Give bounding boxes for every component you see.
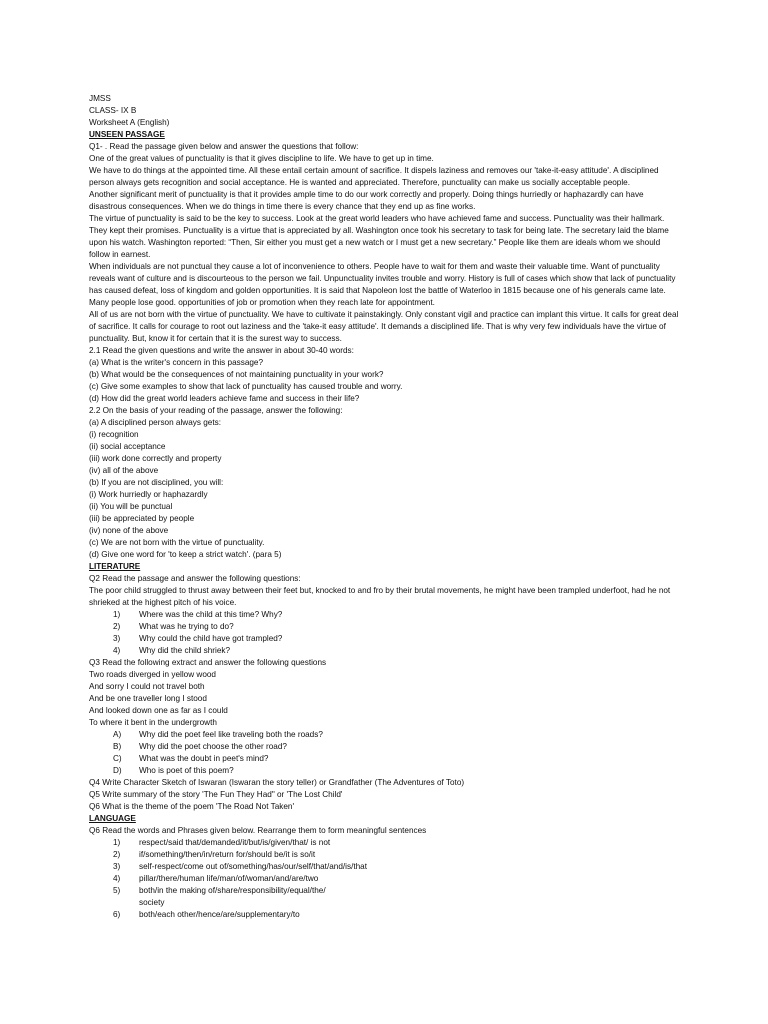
class-name: CLASS- IX B <box>89 106 137 115</box>
item-number: 6) <box>113 910 121 919</box>
section-heading-language: LANGUAGE <box>89 814 136 823</box>
item-number: C) <box>113 754 122 763</box>
question-item: (ii) You will be punctual <box>89 502 173 511</box>
question-6-theme: Q6 What is the theme of the poem 'The Road Not Taken' <box>89 802 295 811</box>
item-text: society <box>139 898 165 907</box>
question-1-intro: Q1- . Read the passage given below and answer the questions that follow: <box>89 142 359 151</box>
item-number: 3) <box>113 634 121 643</box>
poem-line: Two roads diverged in yellow wood <box>89 670 216 679</box>
question-item: (a) A disciplined person always gets: <box>89 418 221 427</box>
passage-paragraph: When individuals are not punctual they cause a lot of inconvenience to others. People have to wait for them and waste their valuable time. Want of punctuality reveals want of culture and is discourteous to the person we fail. Unpunctuality invites trouble and worry. History is full of cases which show that lack of punctuality has caused defeat, loss of kingdom and golden opportunities. It is said that Napoleon lost the battle of Waterloo in 1815 because one of his generals came late. Many people lose good. opportunities of job or promotion when they reach late for appointment. <box>89 262 676 307</box>
poem-line: And be one traveller long I stood <box>89 694 207 703</box>
passage-paragraph: Another significant merit of punctuality is that it provides ample time to do our work correctly and properly. Doing things hurriedly or haphazardly can have disastrous consequences. When we do things in time there is every chance that they end up as fine works. <box>89 190 644 211</box>
question-item <box>89 621 679 633</box>
question-item <box>89 645 679 657</box>
question-item <box>89 765 679 777</box>
question-2-passage: The poor child struggled to thrust away between their feet but, knocked to and fro by their brutal movements, he might have been trampled underfoot, had he not shrieked at the highest pitch of his voice. <box>89 586 671 607</box>
question-item: (c) Give some examples to show that lack of punctuality has caused trouble and worry. <box>89 382 403 391</box>
question-item <box>89 741 679 753</box>
rearrange-list <box>89 837 679 921</box>
question-2-2-intro: 2.2 On the basis of your reading of the passage, answer the following: <box>89 406 343 415</box>
item-number: 5) <box>113 886 121 895</box>
question-3-intro: Q3 Read the following extract and answer the following questions <box>89 658 327 667</box>
item-number: 1) <box>113 838 121 847</box>
poem-line: And looked down one as far as I could <box>89 706 228 715</box>
question-4: Q4 Write Character Sketch of Iswaran (Iswaran the story teller) or Grandfather (The Adventures of Toto) <box>89 778 465 787</box>
question-item: (i) Work hurriedly or haphazardly <box>89 490 208 499</box>
question-item: (b) If you are not disciplined, you will: <box>89 478 224 487</box>
question-item <box>89 729 679 741</box>
question-item: (iv) none of the above <box>89 526 169 535</box>
passage-paragraph: All of us are not born with the virtue of punctuality. We have to cultivate it painstakingly. Only constant vigil and practice can implant this virtue. It calls for great deal of sacrifice. It calls for courage to root out laziness and the 'take-it easy attitude'. It demands a disciplined life. That is why very few individuals have the virtue of punctuality. But, know it for certain that it is the surest way to success. <box>89 310 679 343</box>
item-text: Why did the poet feel like traveling both the roads? <box>139 730 323 739</box>
question-2-2-list <box>89 417 679 561</box>
school-name: JMSS <box>89 94 111 103</box>
question-item: (iii) be appreciated by people <box>89 514 195 523</box>
rearrange-item <box>89 909 679 921</box>
item-text: Why could the child have got trampled? <box>139 634 283 643</box>
question-item: (d) How did the great world leaders achieve fame and success in their life? <box>89 394 360 403</box>
item-number: D) <box>113 766 122 775</box>
question-2-1-list <box>89 357 679 405</box>
item-text: pillar/there/human life/man/of/woman/and/are/two <box>139 874 319 883</box>
passage-paragraph: We have to do things at the appointed time. All these entail certain amount of sacrifice. It dispels laziness and removes our 'take-it-easy attitude'. A disciplined person always gets recognition and social acceptance. He is wanted and appreciated. Therefore, punctuality can make us socially acceptable people. <box>89 166 659 187</box>
question-5: Q5 Write summary of the story 'The Fun They Had" or 'The Lost Child' <box>89 790 343 799</box>
item-number: 2) <box>113 850 121 859</box>
question-item: (ii) social acceptance <box>89 442 166 451</box>
question-item <box>89 633 679 645</box>
question-2-intro: Q2 Read the passage and answer the following questions: <box>89 574 301 583</box>
rearrange-item <box>89 873 679 885</box>
question-item: (c) We are not born with the virtue of punctuality. <box>89 538 265 547</box>
item-text: respect/said that/demanded/it/but/is/given/that/ is not <box>139 838 331 847</box>
item-number: 3) <box>113 862 121 871</box>
item-text: What was the doubt in peet's mind? <box>139 754 269 763</box>
item-number: A) <box>113 730 122 739</box>
rearrange-item <box>89 861 679 873</box>
item-text: Why did the child shriek? <box>139 646 231 655</box>
poem-line: And sorry I could not travel both <box>89 682 205 691</box>
rearrange-item <box>89 837 679 849</box>
question-item: (iv) all of the above <box>89 466 159 475</box>
item-number: B) <box>113 742 122 751</box>
item-text: Where was the child at this time? Why? <box>139 610 283 619</box>
item-number: 4) <box>113 646 121 655</box>
question-item: (i) recognition <box>89 430 139 439</box>
rearrange-item <box>89 897 679 909</box>
item-text: both/in the making of/share/responsibility/equal/the/ <box>139 886 326 895</box>
question-2-list <box>89 609 679 657</box>
worksheet-title: Worksheet A (English) <box>89 118 170 127</box>
item-text: Who is poet of this poem? <box>139 766 234 775</box>
worksheet-document <box>89 93 679 921</box>
question-2-1-intro: 2.1 Read the given questions and write the answer in about 30-40 words: <box>89 346 354 355</box>
question-item: (b) What would be the consequences of not maintaining punctuality in your work? <box>89 370 384 379</box>
rearrange-item <box>89 849 679 861</box>
section-heading-unseen-passage: UNSEEN PASSAGE <box>89 130 165 139</box>
question-item: (iii) work done correctly and property <box>89 454 222 463</box>
question-item: (a) What is the writer's concern in this passage? <box>89 358 264 367</box>
rearrange-item <box>89 885 679 897</box>
question-3-list <box>89 729 679 777</box>
item-number: 4) <box>113 874 121 883</box>
item-text: Why did the poet choose the other road? <box>139 742 287 751</box>
item-number: 1) <box>113 610 121 619</box>
passage-body <box>89 153 679 345</box>
question-item: (d) Give one word for 'to keep a strict watch'. (para 5) <box>89 550 282 559</box>
item-text: What was he trying to do? <box>139 622 234 631</box>
item-text: both/each other/hence/are/supplementary/to <box>139 910 300 919</box>
item-number <box>113 897 139 909</box>
item-text: if/something/then/in/return for/should be/it is so/it <box>139 850 316 859</box>
item-text: self-respect/come out of/something/has/our/self/that/and/is/that <box>139 862 368 871</box>
poem-line: To where it bent in the undergrowth <box>89 718 217 727</box>
passage-paragraph: The virtue of punctuality is said to be the key to success. Look at the great world leaders who have achieved fame and success. Punctuality was their hallmark. They kept their promises. Punctuality is a virtue that is appreciated by all. Washington once took his secretary to task for being late. The secretary laid the blame upon his watch. Washington reported: “Then, Sir either you must get a new watch or I must get a new secretary.” People like them are ideals whom we should follow in earnest. <box>89 214 669 259</box>
question-item <box>89 609 679 621</box>
passage-paragraph: One of the great values of punctuality is that it gives discipline to life. We have to get up in time. <box>89 154 434 163</box>
question-6-intro: Q6 Read the words and Phrases given below. Rearrange them to form meaningful sentences <box>89 826 427 835</box>
item-number: 2) <box>113 622 121 631</box>
poem-extract <box>89 669 679 729</box>
section-heading-literature: LITERATURE <box>89 562 141 571</box>
question-item <box>89 753 679 765</box>
